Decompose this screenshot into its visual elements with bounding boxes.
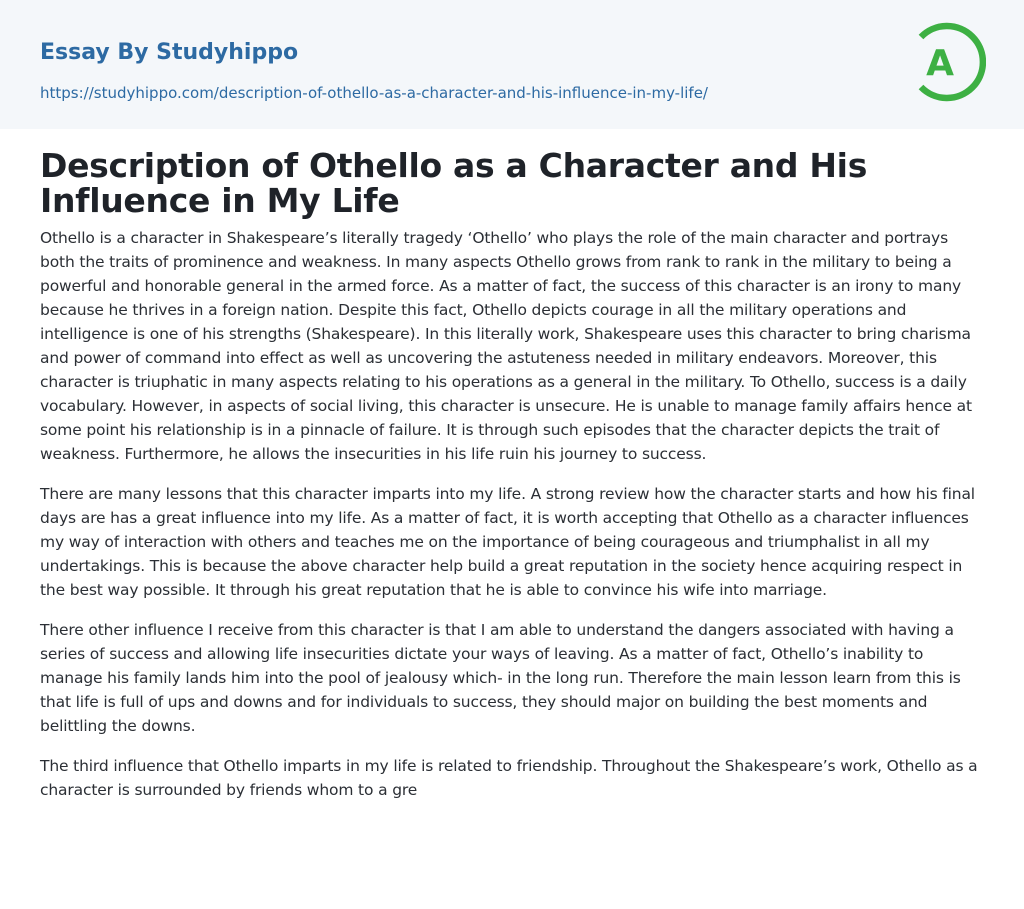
essay-body <box>0 148 1024 802</box>
essay-paragraph-4: The third influence that Othello imparts in my life is related to friendship. Throughout the Shakespeare’s work, Othello as a character is surrounded by friends whom to a gre <box>40 757 978 799</box>
essay-paragraph-1: Othello is a character in Shakespeare’s literally tragedy ‘Othello’ who plays the role of the main character and portrays both the traits of prominence and weakness. In many aspects Othello grows from rank to rank in the military to being a powerful and honorable general in the armed force. As a matter of fact, the success of this character is an irony to many because he thrives in a foreign nation. Despite this fact, Othello depicts courage in all the military operations and intelligence is one of his strengths (Shakespeare). In this literally work, Shakespeare uses this character to bring charisma and power of command into effect as well as uncovering the astuteness needed in military endeavors. Moreover, this character is triuphatic in many aspects relating to his operations as a general in the military. To Othello, success is a daily vocabulary. However, in aspects of social living, this character is unsecure. He is unable to manage family affairs hence at some point his relationship is in a pinnacle of failure. It is through such episodes that the character depicts the trait of weakness. Furthermore, he allows the insecurities in his life ruin his journey to success. <box>40 229 972 463</box>
site-header <box>0 0 1024 129</box>
logo-letter: A <box>926 43 954 84</box>
essay-paragraph-2: There are many lessons that this character imparts into my life. A strong review how the character starts and how his final days are has a great influence into my life. As a matter of fact, it is worth accepting that Othello as a character influences my way of interaction with others and teaches me on the importance of being courageous and triumphalist in all my undertakings. This is because the above character help build a great reputation in the society hence acquiring respect in the best way possible. It through his great reputation that he is able to convince his wife into marriage. <box>40 485 975 599</box>
brand-title[interactable]: Essay By Studyhippo <box>40 40 299 65</box>
source-url-link[interactable]: https://studyhippo.com/description-of-othello-as-a-character-and-his-influence-in-my-life/ <box>40 84 708 102</box>
essay-title: Description of Othello as a Character and His Influence in My Life <box>40 146 868 220</box>
essay-paragraph-3: There other influence I receive from this character is that I am able to understand the dangers associated with having a series of success and allowing life insecurities dictate your ways of leaving. As a matter of fact, Othello’s inability to manage his family lands him into the pool of jealousy which- in the long run. Therefore the main lesson learn from this is that life is full of ups and downs and for individuals to success, they should major on building the best moments and belittling the downs. <box>40 621 961 735</box>
studyhippo-logo-icon[interactable] <box>912 19 986 105</box>
